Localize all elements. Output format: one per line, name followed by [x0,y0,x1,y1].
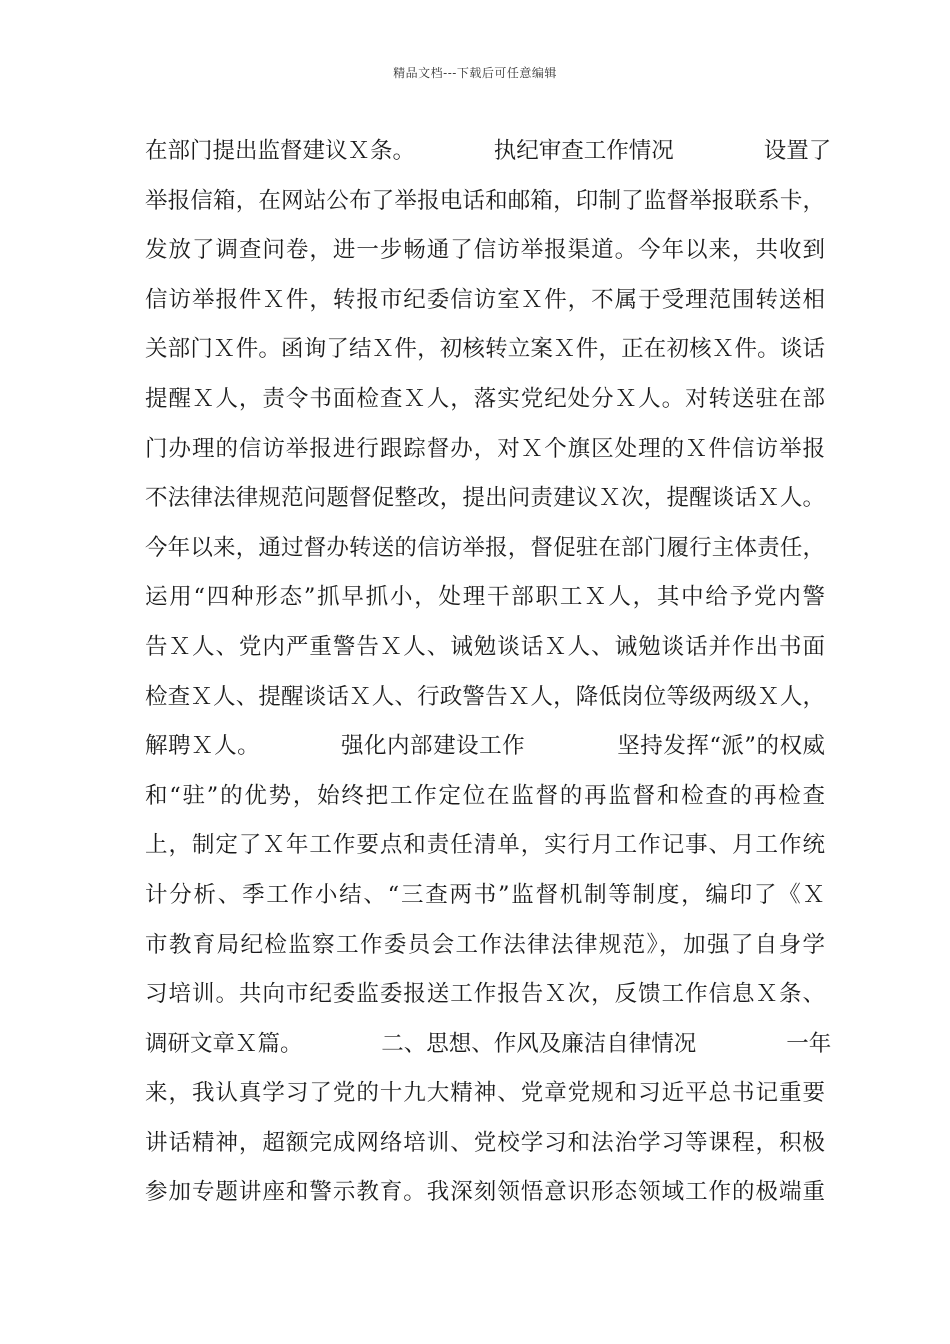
body-line: 告Ｘ人、党内严重警告Ｘ人、诫勉谈话Ｘ人、诫勉谈话并作出书面 [145,633,825,660]
body-line: 门办理的信访举报进行跟踪督办，对Ｘ个旗区处理的Ｘ件信访举报 [145,435,825,462]
body-line: 参加专题讲座和警示教育。我深刻领悟意识形态领域工作的极端重 [145,1179,825,1206]
body-line: 解聘Ｘ人。 强化内部建设工作 坚持发挥“派”的权威 [145,733,825,760]
body-line: 上，制定了Ｘ年工作要点和责任清单，实行月工作记事、月工作统 [145,832,825,859]
body-line: 检查Ｘ人、提醒谈话Ｘ人、行政警告Ｘ人，降低岗位等级两级Ｘ人， [145,683,825,710]
body-line: 计分析、季工作小结、“三查两书”监督机制等制度，编印了《Ｘ [145,881,825,908]
body-line: 来，我认真学习了党的十九大精神、党章党规和习近平总书记重要 [145,1080,825,1107]
body-line: 关部门Ｘ件。函询了结Ｘ件，初核转立案Ｘ件，正在初核Ｘ件。谈话 [145,336,825,363]
body-line: 习培训。共向市纪委监委报送工作报告Ｘ次，反馈工作信息Ｘ条、 [145,981,825,1008]
document-body [145,132,832,1223]
body-line: 讲话精神，超额完成网络培训、党校学习和法治学习等课程，积极 [145,1129,825,1156]
body-line: 提醒Ｘ人，责令书面检查Ｘ人，落实党纪处分Ｘ人。对转送驻在部 [145,385,825,412]
body-line: 运用“四种形态”抓早抓小，处理干部职工Ｘ人，其中给予党内警 [145,584,825,611]
body-line: 今年以来，通过督办转送的信访举报，督促驻在部门履行主体责任， [145,534,825,561]
page-header: 精品文档---下载后可任意编辑 [393,66,557,80]
body-line: 在部门提出监督建议Ｘ条。 执纪审查工作情况 设置了 [145,138,832,164]
body-line: 和“驻”的优势，始终把工作定位在监督的再监督和检查的再检查 [145,782,825,809]
body-line: 调研文章Ｘ篇。 二、思想、作风及廉洁自律情况 一年 [145,1030,832,1057]
body-line: 举报信箱，在网站公布了举报电话和邮箱，印制了监督举报联系卡， [145,187,825,214]
body-line: 不法律法律规范问题督促整改，提出问责建议Ｘ次，提醒谈话Ｘ人。 [145,485,825,512]
body-line: 发放了调查问卷，进一步畅通了信访举报渠道。今年以来，共收到 [145,237,825,264]
body-line: 信访举报件Ｘ件，转报市纪委信访室Ｘ件，不属于受理范围转送相 [145,286,825,313]
body-line: 市教育局纪检监察工作委员会工作法律法律规范》，加强了自身学 [145,931,825,958]
